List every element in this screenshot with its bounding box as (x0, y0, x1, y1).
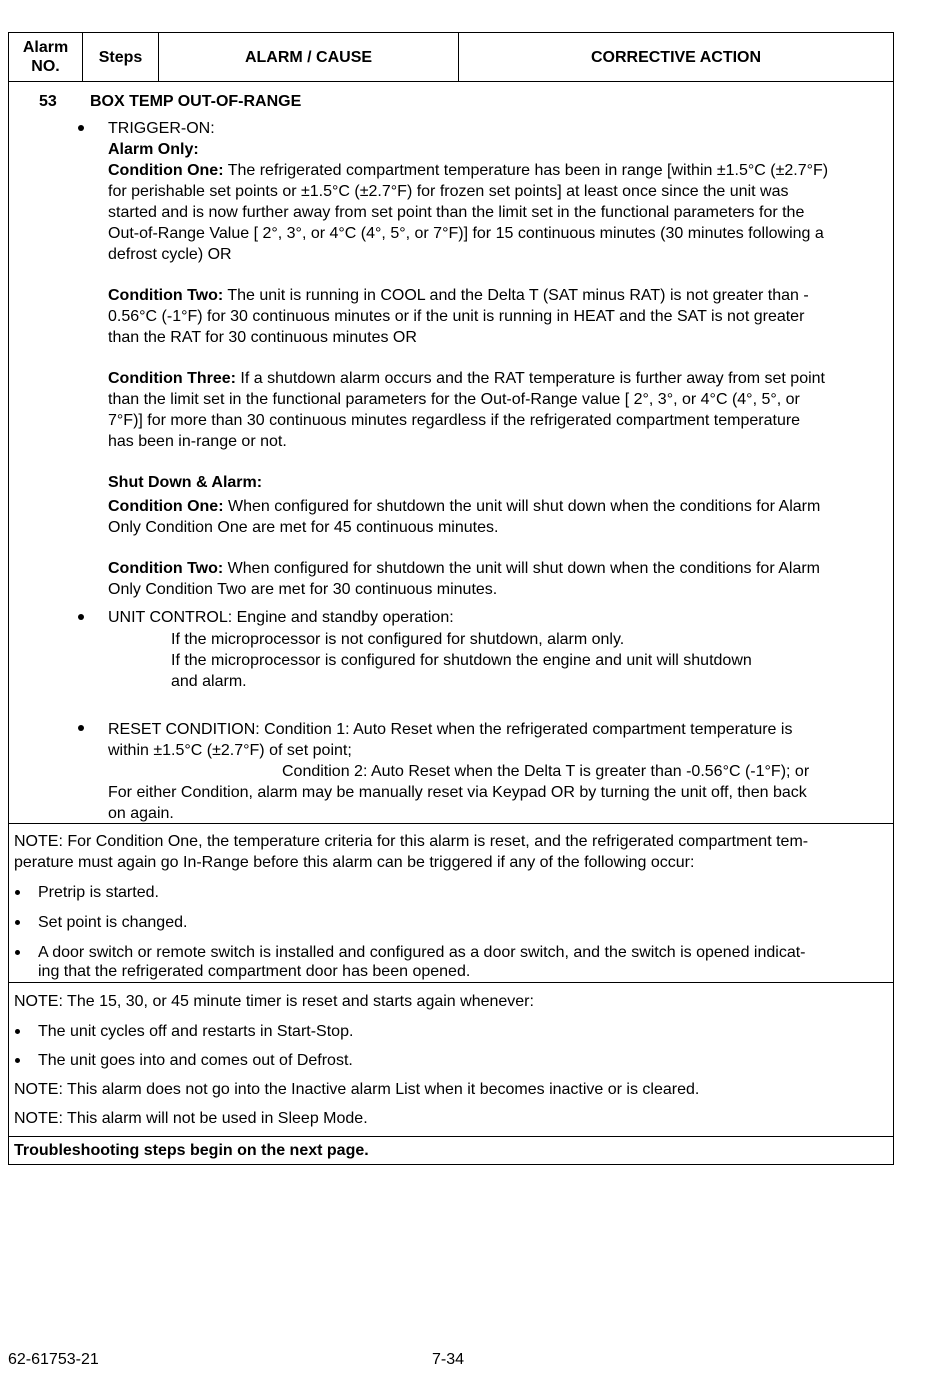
reset-line-2: within ±1.5°C (±2.7°F) of set point; (108, 742, 352, 759)
table-header (9, 33, 893, 82)
note1-line-1: NOTE: For Condition One, the temperature criteria for this alarm is reset, and the refrigerated compartment tem- (14, 833, 809, 850)
condition-two-line-2: 0.56°C (-1°F) for 30 continuous minutes or if the unit is running in HEAT and the SAT is not greater (108, 308, 805, 325)
note1-bullet-2: Set point is changed. (38, 914, 188, 931)
note-condition-one (9, 824, 893, 983)
alarm-title: BOX TEMP OUT-OF-RANGE (90, 93, 302, 110)
page-number: 7-34 (432, 1351, 465, 1368)
sd-condition-one-line-1: Condition One: When configured for shutdown the unit will shut down when the conditions for Alarm (108, 498, 821, 515)
note-inactive-list: NOTE: This alarm does not go into the Inactive alarm List when it becomes inactive or is cleared. (14, 1081, 700, 1098)
sd-condition-two-line-1: Condition Two: When configured for shutdown the unit will shut down when the conditions for Alarm (108, 560, 820, 577)
alarm-table (8, 32, 894, 1165)
bullet-icon (15, 950, 20, 955)
condition-three-line-2: than the limit set in the functional parameters for the Out-of-Range value [ 2°, 3°, or 4°C (4°, 5°, or (108, 391, 800, 408)
reset-line-4: For either Condition, alarm may be manually reset via Keypad OR by turning the unit off, then back (108, 784, 807, 801)
bullet-icon (15, 920, 20, 925)
reset-line-1: RESET CONDITION: Condition 1: Auto Reset when the refrigerated compartment temperature is (108, 721, 793, 738)
condition-three-line-3: 7°F)] for more than 30 continuous minutes regardless if the refrigerated compartment temperature (108, 412, 801, 429)
condition-one-line-2: for perishable set points or ±1.5°C (±2.7°F) for frozen set points] at least once since the unit was (108, 183, 789, 200)
bullet-icon (15, 1058, 20, 1063)
col-corrective-action: CORRECTIVE ACTION (590, 48, 762, 66)
note-sleep-mode: NOTE: This alarm will not be used in Sleep Mode. (14, 1110, 368, 1127)
alarm-only-label: Alarm Only: (108, 141, 199, 158)
note1-bullet-3-cont: ing that the refrigerated compartment door has been opened. (38, 963, 471, 980)
bullet-icon (15, 1029, 20, 1034)
sd-condition-one-label: Condition One: (108, 498, 224, 515)
bullet-icon (15, 890, 20, 895)
condition-one-line-1: Condition One: The refrigerated compartment temperature has been in range [within ±1.5°C (±2.7°F) (108, 162, 829, 179)
reset-line-5: on again. (108, 805, 174, 822)
condition-one-label: Condition One: (108, 162, 224, 179)
reset-line-3: Condition 2: Auto Reset when the Delta T is greater than -0.56°C (-1°F); or (282, 763, 810, 780)
condition-one-line-5: defrost cycle) OR (108, 246, 232, 263)
note2-bullet-1: The unit cycles off and restarts in Start-Stop. (38, 1023, 354, 1040)
col-alarm-no: Alarm NO. (9, 33, 83, 81)
condition-one-line-3: started and is now further away from set point than the limit set in the functional parameters for the (108, 204, 805, 221)
condition-three-line-4: has been in-range or not. (108, 433, 287, 450)
note1-line-2: perature must again go In-Range before this alarm can be triggered if any of the following occur: (14, 854, 695, 871)
troubleshooting-row (9, 1137, 893, 1164)
note1-bullet-3: A door switch or remote switch is installed and configured as a door switch, and the switch is opened indicat- (38, 944, 806, 961)
condition-two-line-1: Condition Two: The unit is running in COOL and the Delta T (SAT minus RAT) is not greater than - (108, 287, 809, 304)
note2-line: NOTE: The 15, 30, or 45 minute timer is reset and starts again whenever: (14, 993, 534, 1010)
unit-control-line-1: If the microprocessor is not configured for shutdown, alarm only. (171, 631, 625, 648)
condition-three-line-1: Condition Three: If a shutdown alarm occurs and the RAT temperature is further away from set point (108, 370, 825, 387)
unit-control-label: UNIT CONTROL: Engine and standby operation: (108, 609, 454, 626)
bullet-icon (78, 725, 84, 731)
alarm-number: 53 (39, 93, 57, 110)
col-steps: Steps (83, 33, 159, 81)
unit-control-line-3: and alarm. (171, 673, 247, 690)
note-timer (9, 983, 893, 1137)
col-alarm-cause: ALARM / CAUSE (159, 33, 459, 81)
condition-two-label: Condition Two: (108, 287, 224, 304)
sd-condition-two-line-2: Only Condition Two are met for 30 continuous minutes. (108, 581, 498, 598)
bullet-icon (78, 125, 84, 131)
trigger-label: TRIGGER-ON: (108, 120, 215, 137)
troubleshooting-text: Troubleshooting steps begin on the next page. (14, 1142, 369, 1159)
shutdown-label: Shut Down & Alarm: (108, 474, 263, 491)
unit-control-line-2: If the microprocessor is configured for shutdown the engine and unit will shutdown (171, 652, 752, 669)
sd-condition-one-line-2: Only Condition One are met for 45 continuous minutes. (108, 519, 499, 536)
sd-condition-two-label: Condition Two: (108, 560, 224, 577)
doc-number: 62-61753-21 (8, 1351, 99, 1368)
note1-bullet-1: Pretrip is started. (38, 884, 159, 901)
condition-three-label: Condition Three: (108, 370, 236, 387)
bullet-icon (78, 614, 84, 620)
alarm-body (9, 82, 893, 824)
condition-two-line-3: than the RAT for 30 continuous minutes OR (108, 329, 417, 346)
note2-bullet-2: The unit goes into and comes out of Defrost. (38, 1052, 353, 1069)
condition-one-line-4: Out-of-Range Value [ 2°, 3°, or 4°C (4°, 5°, or 7°F)] for 15 continuous minutes (30 minutes following a (108, 225, 824, 242)
